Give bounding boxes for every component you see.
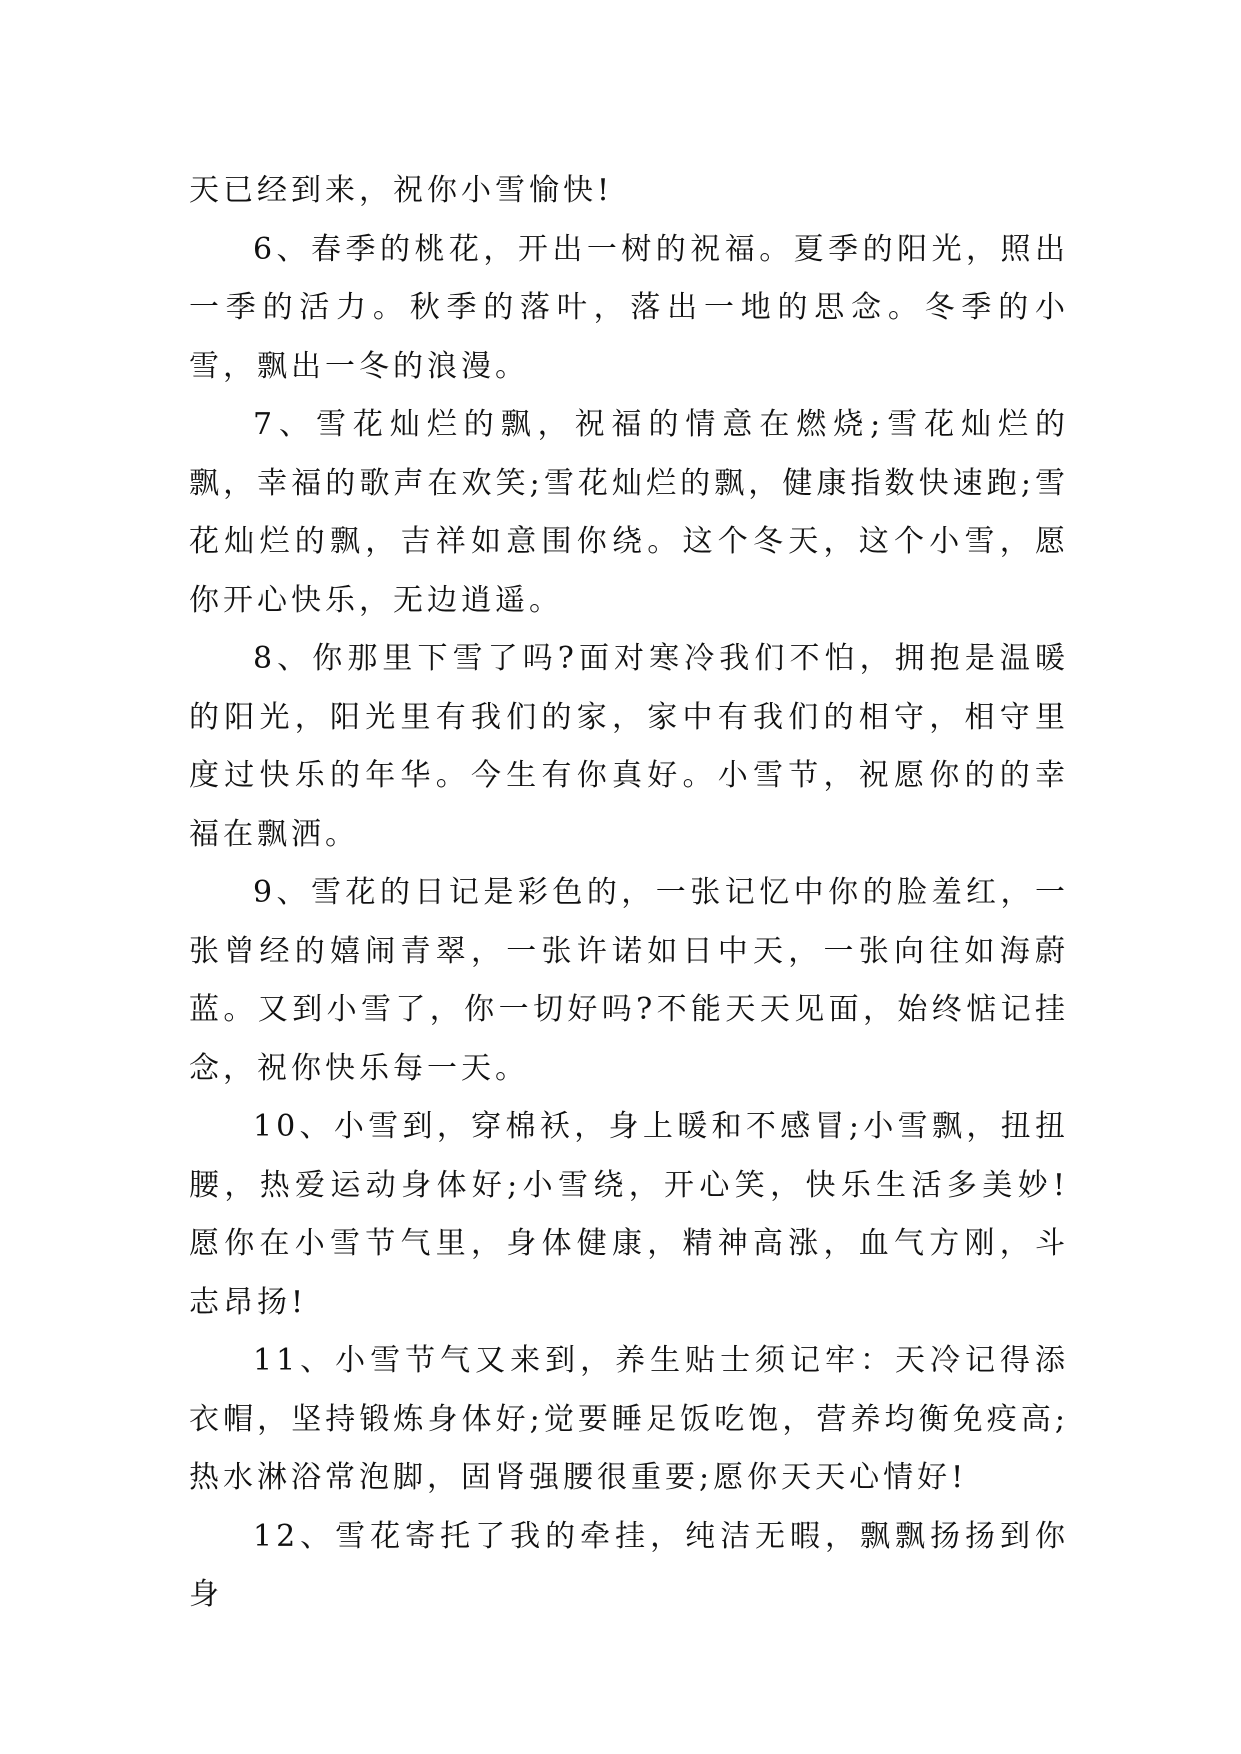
paragraph-item-12: 12、雪花寄托了我的牵挂，纯洁无暇，飘飘扬扬到你身 bbox=[189, 1518, 1069, 1612]
paragraph-item-10: 10、小雪到，穿棉袄，身上暖和不感冒;小雪飘，扭扭腰，热爱运动身体好;小雪绕，开心笑，快乐生活多美妙!愿你在小雪节气里，身体健康，精神高涨，血气方刚，斗志昂扬! bbox=[189, 1109, 1069, 1320]
document-body bbox=[189, 162, 1069, 1625]
paragraph-continuation: 天已经到来，祝你小雪愉快! bbox=[189, 173, 614, 208]
paragraph-item-7: 7、雪花灿烂的飘，祝福的情意在燃烧;雪花灿烂的飘，幸福的歌声在欢笑;雪花灿烂的飘，健康指数快速跑;雪花灿烂的飘，吉祥如意围你绕。这个冬天，这个小雪，愿你开心快乐，无边逍遥。 bbox=[189, 407, 1069, 618]
paragraph-item-11: 11、小雪节气又来到，养生贴士须记牢：天冷记得添衣帽，坚持锻炼身体好;觉要睡足饭吃饱，营养均衡免疫高;热水淋浴常泡脚，固肾强腰很重要;愿你天天心情好! bbox=[189, 1343, 1069, 1495]
paragraph-item-8: 8、你那里下雪了吗?面对寒冷我们不怕，拥抱是温暖的阳光，阳光里有我们的家，家中有我们的相守，相守里度过快乐的年华。今生有你真好。小雪节，祝愿你的的幸福在飘洒。 bbox=[189, 641, 1069, 852]
paragraph-item-9: 9、雪花的日记是彩色的，一张记忆中你的脸羞红，一张曾经的嬉闹青翠，一张许诺如日中天，一张向往如海蔚蓝。又到小雪了，你一切好吗?不能天天见面，始终惦记挂念，祝你快乐每一天。 bbox=[189, 875, 1069, 1086]
paragraph-item-6: 6、春季的桃花，开出一树的祝福。夏季的阳光，照出一季的活力。秋季的落叶，落出一地的思念。冬季的小雪，飘出一冬的浪漫。 bbox=[189, 231, 1069, 384]
